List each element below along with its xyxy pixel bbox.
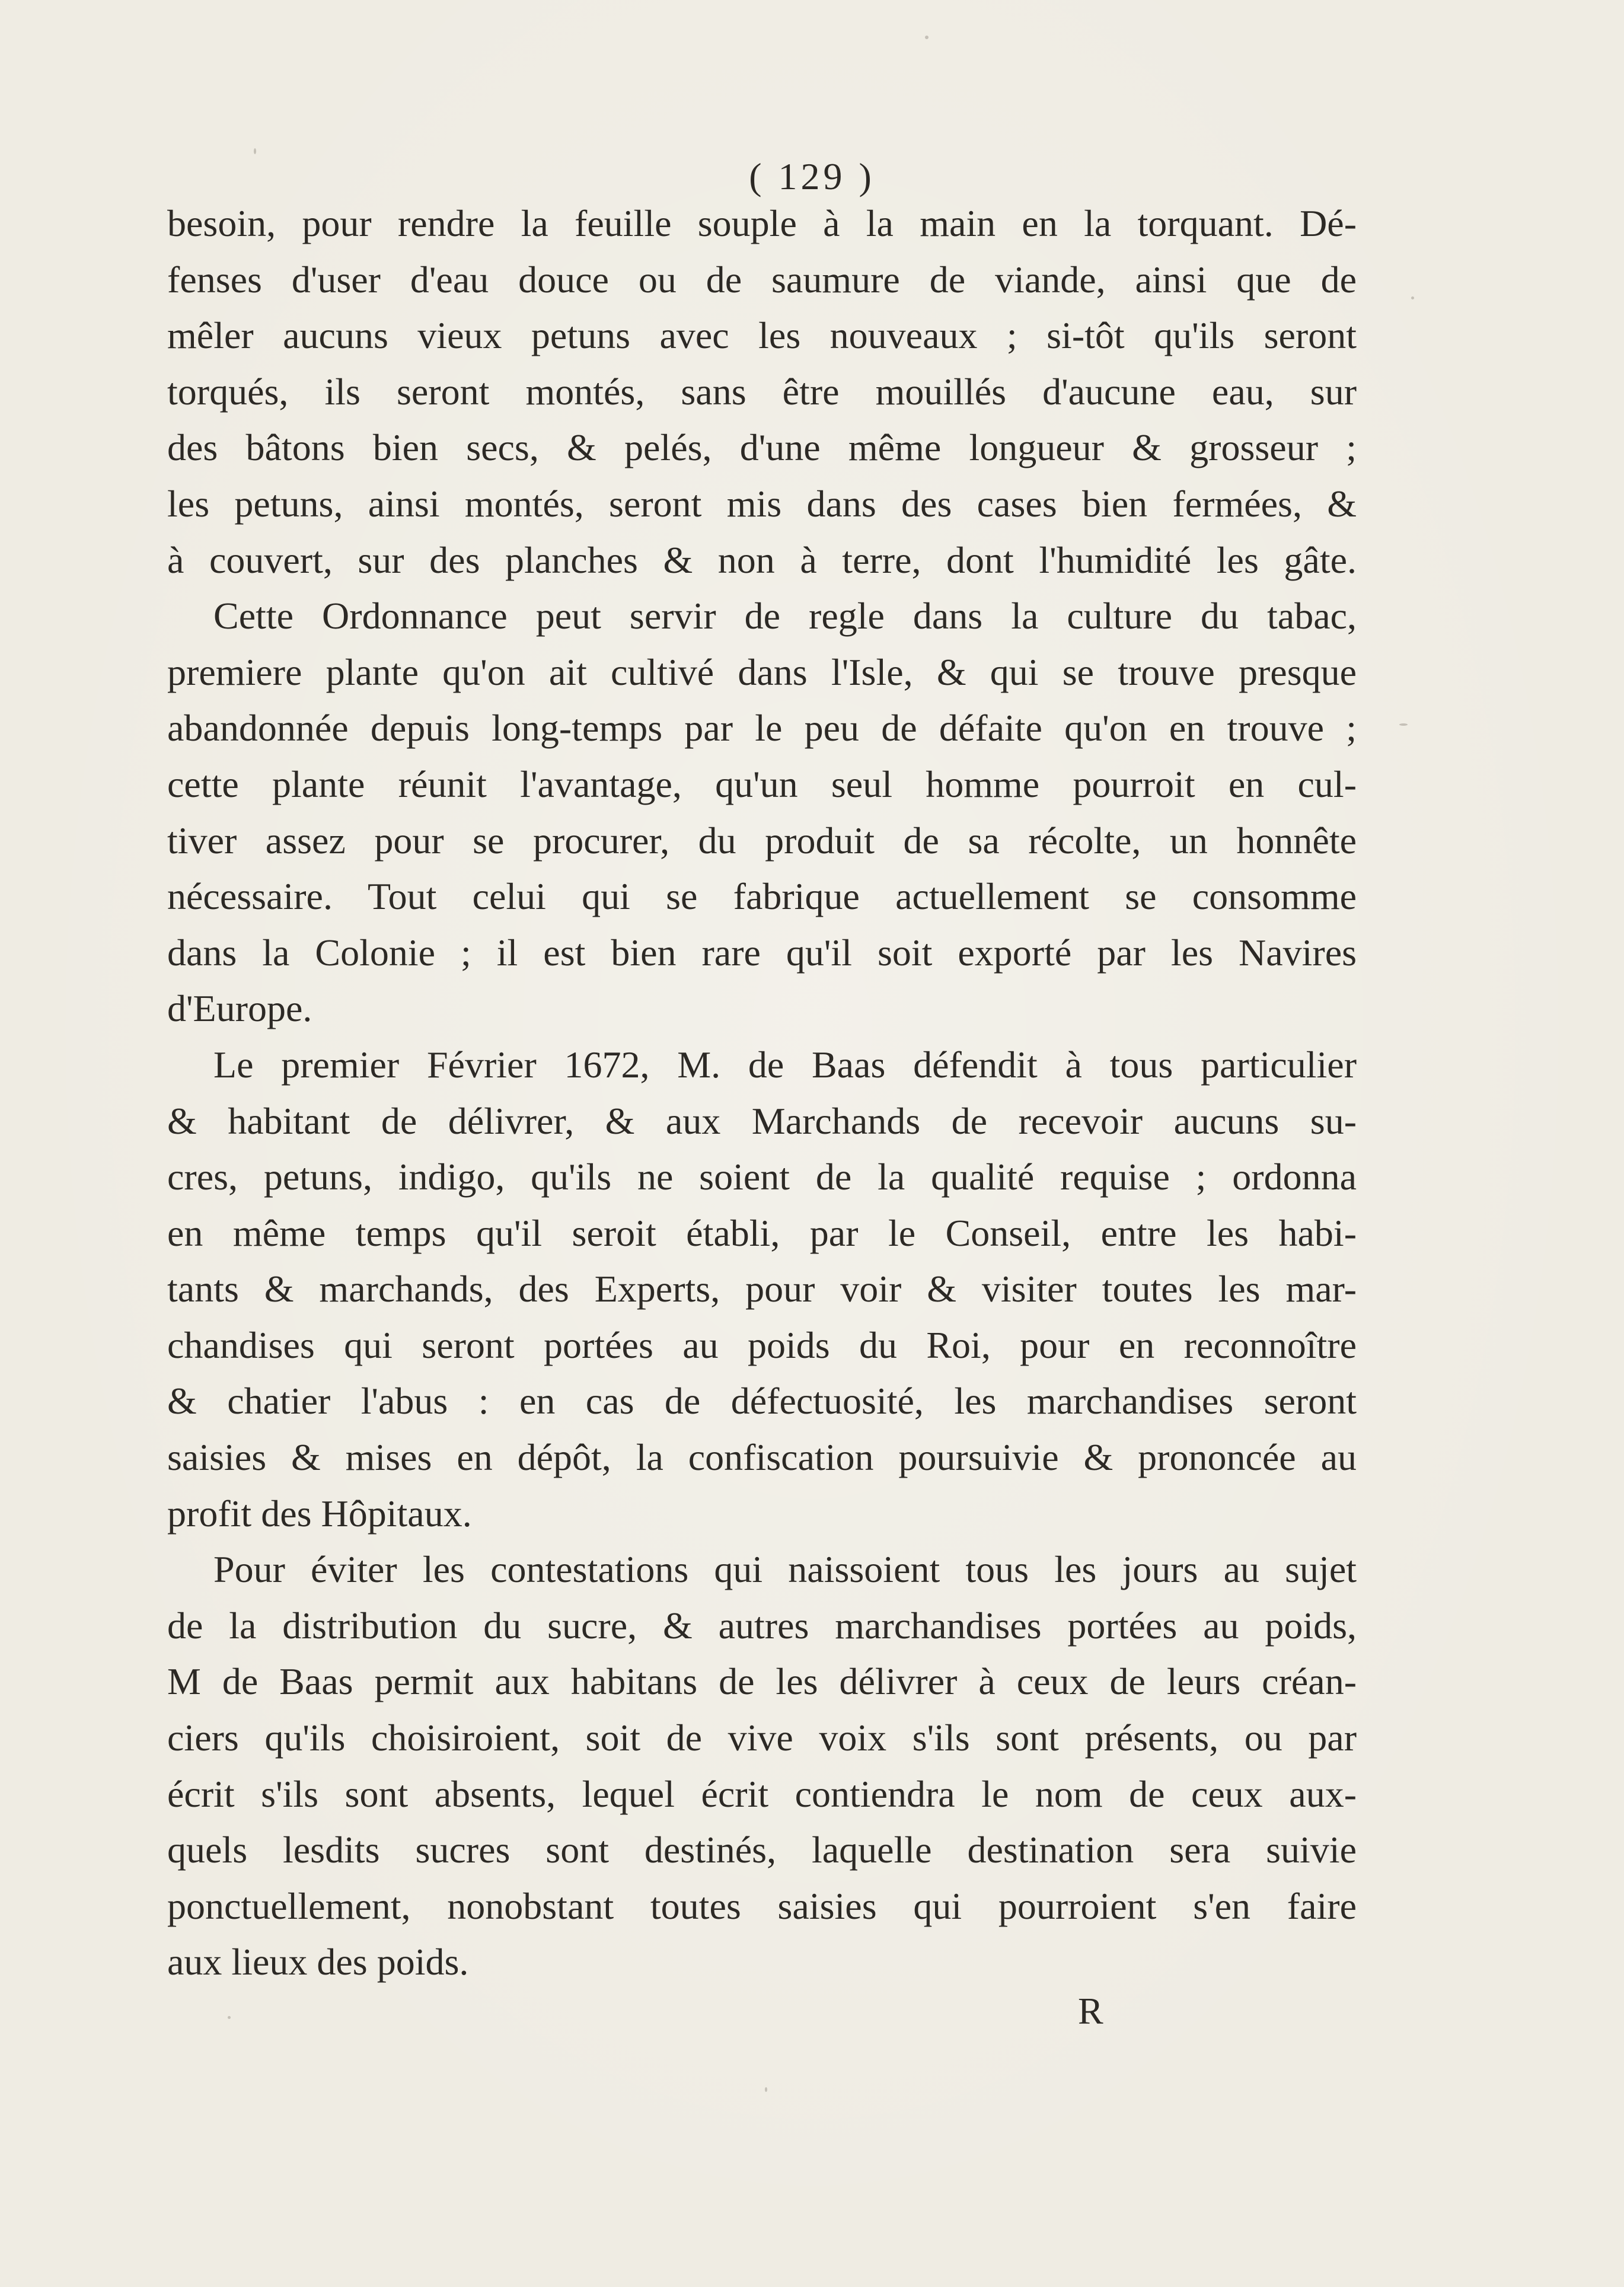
- paper-speck: [765, 2087, 767, 2092]
- text-line: profit des Hôpitaux.: [167, 1492, 472, 1535]
- text-line: des bâtons bien secs, & pelés, d'une même longueur & grosseur ;: [167, 426, 1357, 469]
- text-line: cres, petuns, indigo, qu'ils ne soient de la qualité requise ; ordonna: [167, 1156, 1357, 1198]
- paper-speck: [1411, 296, 1414, 299]
- text-line: quels lesdits sucres sont destinés, laquelle destination sera suivie: [167, 1829, 1357, 1871]
- text-line: torqués, ils seront montés, sans être mouillés d'aucune eau, sur: [167, 370, 1357, 413]
- paper-speck: [925, 36, 929, 39]
- text-line: M de Baas permit aux habitans de les délivrer à ceux de leurs créan-: [167, 1660, 1357, 1703]
- text-line: tiver assez pour se procurer, du produit de sa récolte, un honnête: [167, 819, 1357, 862]
- text-line: écrit s'ils sont absents, lequel écrit contiendra le nom de ceux aux-: [167, 1772, 1357, 1815]
- text-line: aux lieux des poids.: [167, 1941, 469, 1983]
- text-line: mêler aucuns vieux petuns avec les nouveaux ; si-tôt qu'ils seront: [167, 314, 1357, 357]
- text-line: en même temps qu'il seroit établi, par le Conseil, entre les habi-: [167, 1211, 1357, 1254]
- text-line: abandonnée depuis long-temps par le peu de défaite qu'on en trouve ;: [167, 707, 1357, 749]
- text-line: à couvert, sur des planches & non à terre, dont l'humidité les gâte.: [167, 538, 1357, 581]
- text-line: ponctuellement, nonobstant toutes saisies qui pourroient s'en faire: [167, 1884, 1357, 1927]
- text-line: tants & marchands, des Experts, pour voir & visiter toutes les mar-: [167, 1268, 1357, 1310]
- body-text: [167, 196, 1357, 1991]
- text-line: & habitant de délivrer, & aux Marchands de recevoir aucuns su-: [167, 1099, 1357, 1142]
- text-line: chandises qui seront portées au poids du Roi, pour en reconnoître: [167, 1323, 1357, 1366]
- text-line: nécessaire. Tout celui qui se fabrique actuellement se consomme: [167, 875, 1357, 918]
- text-line: les petuns, ainsi montés, seront mis dans des cases bien fermées, &: [167, 482, 1357, 525]
- text-line: fenses d'user d'eau douce ou de saumure de viande, ainsi que de: [167, 258, 1357, 301]
- text-line: saisies & mises en dépôt, la confiscation poursuivie & prononcée au: [167, 1436, 1357, 1479]
- text-line: premiere plante qu'on ait cultivé dans l'Isle, & qui se trouve presque: [167, 650, 1357, 693]
- text-line: ciers qu'ils choisiroient, soit de vive voix s'ils sont présents, ou par: [167, 1717, 1357, 1759]
- paper-speck: [254, 148, 256, 154]
- paper-speck: [1399, 723, 1408, 726]
- text-line: & chatier l'abus : en cas de défectuosité, les marchandises seront: [167, 1380, 1357, 1422]
- page-number: ( 129 ): [749, 155, 875, 197]
- text-line: de la distribution du sucre, & autres marchandises portées au poids,: [167, 1604, 1357, 1647]
- text-line: dans la Colonie ; il est bien rare qu'il soit exporté par les Navires: [167, 931, 1357, 974]
- text-line: d'Europe.: [167, 987, 312, 1030]
- text-line: Cette Ordonnance peut servir de regle dans la culture du tabac,: [213, 595, 1357, 637]
- text-line: cette plante réunit l'avantage, qu'un seul homme pourroit en cul-: [167, 763, 1357, 805]
- paper-speck: [228, 2016, 231, 2019]
- text-line: besoin, pour rendre la feuille souple à la main en la torquant. Dé-: [167, 202, 1357, 244]
- text-line: Pour éviter les contestations qui naissoient tous les jours au sujet: [213, 1548, 1357, 1591]
- text-line: Le premier Février 1672, M. de Baas défendit à tous particulier: [213, 1043, 1357, 1086]
- catchword: R: [1078, 1990, 1103, 2032]
